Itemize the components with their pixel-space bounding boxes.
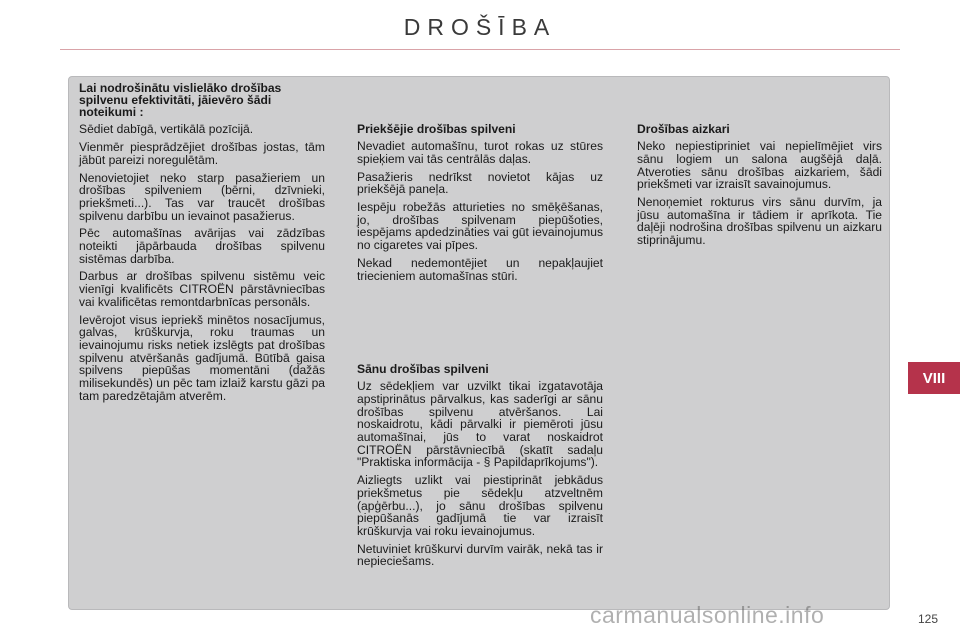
paragraph: Nevadiet automašīnu, turot rokas uz stūres spieķiem vai tās centrālās daļas. [357,139,603,166]
paragraph: Aizliegts uzlikt vai piestiprināt jebkādus priekšmetus pie sēdekļu atzveltnēm (apģērbu...), jo sānu drošības spilvenu piepūšanās gadījumā tie var izraisīt krūškurvja vai roku ievainojumus. [357,473,603,538]
page-title: DROŠĪBA [403,14,557,40]
paragraph: Uz sēdekļiem var uzvilkt tikai izgatavotāja apstiprinātus pārvalkus, kas saderīgi ar sānu drošības spilvenu atvēršanos. Lai noskaidrotu, kādi pārvalki ir piemēroti jūsu automašīnai, jūs to varat noskaidrot CITROËN pārstāvniecībā (skatīt sadaļu "Praktiska informācija - § Papildaprīkojums"). [357,379,603,470]
rules-heading: Lai nodrošinātu vislielāko drošības spilvenu efektivitāti, jāievēro šādi noteikumi : [79,81,282,119]
paragraph: Pasažieris nedrīkst novietot kājas uz priekšējā paneļa. [357,169,603,197]
content-panel [68,76,890,610]
paragraph: Nekad nedemontējiet un nepakļaujiet triecieniem automašīnas stūri. [357,255,603,283]
chapter-tab[interactable]: VIII [908,362,960,394]
page-number: 125 [917,612,938,626]
paragraph: Ievērojot visus iepriekš minētos nosacījumus, galvas, krūškurvja, roku traumas un ievainojumu risks netiek izslēgts pat drošības spilvenu atvēršanās gadījumā. Būtībā gaisa spilvens piepūšas momentāni (dažās milisekundēs) un pēc tam izlaiž karstu gāzi pa tam paredzētajām atverēm. [79,312,326,403]
paragraph: Iespēju robežās atturieties no smēķēšanas, jo, drošības spilvenam piepūšoties, iespējams apdedzināties vai gūt ievainojumus no cigaretes vai pīpes. [357,200,603,253]
paragraph: Pēc automašīnas avārijas vai zādzības noteikti jāpārbauda drošības spilvenu sistēmas darbība. [79,226,325,266]
column-airbag-rules [79,83,325,407]
section-heading-side-airbags: Sānu drošības spilveni [357,362,489,376]
paragraph: Vienmēr piesprādzējiet drošības jostas, tām jābūt pareizi noregulētām. [79,140,325,167]
watermark: carmanualsonline.info [590,602,825,628]
paragraph: Sēdiet dabīgā, vertikālā pozīcijā. [79,122,254,137]
column-side-airbags [357,363,603,573]
column-front-airbags [357,123,603,287]
paragraph: Neko nepiestipriniet vai nepielīmējiet virs sānu logiem un salona augšējā daļā. Atveroties sānu drošības aizkariem, šādi priekšmeti var izraisīt savainojumus. [637,139,882,192]
section-heading-front-airbags: Priekšējie drošības spilveni [357,122,516,136]
paragraph: Nenoņemiet rokturus virs sānu durvīm, ja jūsu automašīna ir tādiem ir aprīkota. Tie daļēji nodrošina drošības spilvenu un aizkaru stiprinājumu. [637,195,882,248]
section-heading-curtain-airbags: Drošības aizkari [637,122,730,136]
paragraph: Nenovietojiet neko starp pasažieriem un drošības spilveniem (bērni, dzīvnieki, priekšmeti...). Tas var traucēt drošības spilvenu darbību un ievainot pasažierus. [79,170,325,223]
column-curtain-airbags [637,123,882,252]
title-divider [60,49,900,50]
paragraph: Darbus ar drošības spilvenu sistēmu veic vienīgi kvalificēts CITROËN pārstāvniecības vai kvalificētas remontdarbnīcas personāls. [79,269,325,309]
paragraph: Netuviniet krūškurvi durvīm vairāk, nekā tas ir nepieciešams. [357,541,603,569]
